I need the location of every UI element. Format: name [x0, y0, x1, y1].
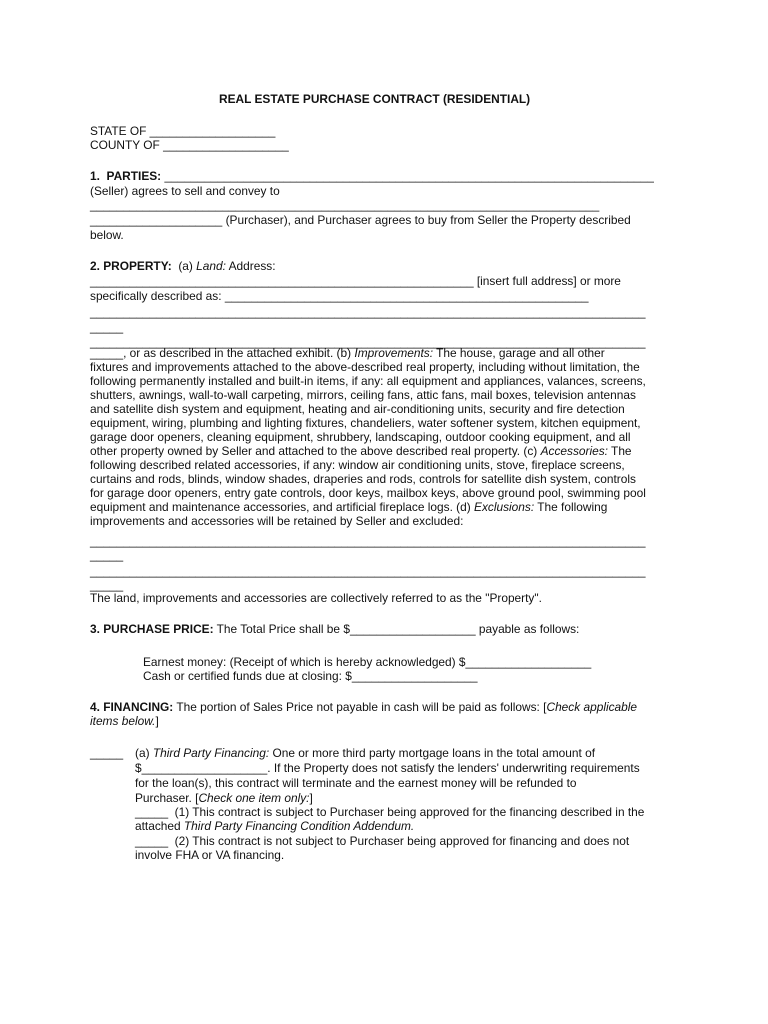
items-below-line	[90, 714, 159, 729]
accessories-text-1: following described related accessories, if any: window air conditioning units, stove, fireplace screens,	[90, 458, 625, 472]
specifically-line: specifically described as: _______________________________________________________	[90, 289, 589, 303]
addendum-prefix: attached	[135, 819, 184, 833]
county-line: COUNTY OF ___________________	[90, 138, 289, 152]
property-heading: 2. PROPERTY:	[90, 259, 172, 273]
financing-option-2: _____ (2) This contract is not subject to Purchaser being approved for financing and does not	[135, 834, 630, 848]
price-line	[90, 622, 579, 637]
price-text: The Total Price shall be $___________________ payable as follows:	[213, 622, 580, 636]
improvements-text-2: following permanently installed and built-in items, if any: all equipment and appliances, valances, screens,	[90, 374, 646, 388]
accessories-text-3: for garage door openers, entry gate controls, door keys, mailbox keys, above ground pool, swimming pool	[90, 486, 646, 500]
exclusions-line	[90, 500, 607, 515]
improvements-line	[90, 346, 605, 361]
financing-text: The portion of Sales Price not payable in cash will be paid as follows: [	[173, 700, 547, 714]
check-one-suffix: ]	[309, 791, 313, 805]
description-line-3: ____________________________________________________________________________________	[90, 335, 646, 349]
third-party-label: Third Party Financing:	[152, 746, 270, 760]
parties-blank: __________________________________________________________________________	[161, 169, 654, 183]
financing-a-line-3: for the loan(s), this contract will terminate and the earnest money will be refunded to	[135, 776, 577, 790]
accessories-line	[90, 444, 632, 459]
below-line: below.	[90, 228, 124, 242]
financing-option-1: _____ (1) This contract is subject to Purchaser being approved for the financing described in the	[135, 805, 645, 819]
exclusions-blank-2: _____	[90, 548, 124, 562]
improvements-text-5: equipment, wiring, plumbing and lighting fixtures, chandeliers, water softener system, kitchen equipment,	[90, 416, 641, 430]
addendum-label: Third Party Financing Condition Addendum.	[183, 819, 415, 833]
property-heading-line	[90, 259, 276, 274]
financing-a-line-2: $___________________. If the Property does not satisfy the lenders' underwriting requirements	[135, 761, 640, 775]
financing-a-blank: _____	[90, 746, 124, 760]
financing-option-2b: involve FHA or VA financing.	[135, 848, 285, 862]
exclusions-blank-1: ____________________________________________________________________________________	[90, 534, 646, 548]
exclusions-blank-4: _____	[90, 578, 124, 592]
earnest-line: Earnest money: (Receipt of which is hereby acknowledged) $___________________	[143, 655, 592, 669]
financing-option-1b	[135, 819, 414, 834]
address-line: __________________________________________________________ [insert full address] or more	[90, 274, 621, 288]
exclusions-suffix: The following	[534, 500, 608, 514]
description-line-2: _____	[90, 320, 124, 334]
improvements-prefix: _____, or as described in the attached exhibit. (b)	[90, 346, 355, 360]
exclusions-blank-3: ____________________________________________________________________________________	[90, 564, 646, 578]
purchaser-line: ____________________ (Purchaser), and Purchaser agrees to buy from Seller the Property described	[90, 213, 631, 227]
check-applicable-label: Check applicable	[546, 700, 638, 714]
exclusions-text: improvements and accessories will be retained by Seller and excluded:	[90, 514, 464, 528]
financing-a-line	[135, 746, 595, 761]
page-title: REAL ESTATE PURCHASE CONTRACT (RESIDENTIAL)	[219, 92, 531, 106]
exclusions-label: Exclusions:	[474, 500, 535, 514]
improvements-text-6: garage door openers, cleaning equipment, shrubbery, landscaping, outdoor cooking equipment, and all	[90, 430, 631, 444]
land-suffix: Address:	[225, 259, 276, 273]
seller-line: (Seller) agrees to sell and convey to	[90, 184, 280, 198]
parties-section	[90, 169, 654, 184]
improvements-label: Improvements:	[354, 346, 434, 360]
items-below-label: items below.	[90, 714, 156, 728]
improvements-suffix: The house, garage and all other	[433, 346, 605, 360]
land-label: Land:	[196, 259, 226, 273]
price-heading: 3. PURCHASE PRICE:	[90, 622, 214, 636]
collective-line: The land, improvements and accessories are collectively referred to as the "Property".	[90, 591, 542, 605]
state-line: STATE OF ___________________	[90, 124, 276, 138]
accessories-suffix: The	[607, 444, 632, 458]
improvements-text-4: and satellite dish system and equipment, heating and air-conditioning units, security and fire detection	[90, 402, 625, 416]
financing-line	[90, 700, 637, 715]
accessories-text-2: curtains and rods, blinds, window shades, draperies and rods, controls for satellite dish system, controls	[90, 472, 636, 486]
exclusions-prefix: equipment and maintenance accessories, and artificial fireplace logs. (d)	[90, 500, 475, 514]
improvements-text-1: fixtures and improvements attached to the above-described real property, including without limitation, the	[90, 360, 640, 374]
financing-heading: 4. FINANCING:	[90, 700, 174, 714]
financing-a-suffix: One or more third party mortgage loans in the total amount of	[269, 746, 595, 760]
parties-heading: 1. PARTIES:	[90, 169, 162, 183]
financing-a-line-4	[135, 791, 313, 806]
check-one-prefix: Purchaser. [	[135, 791, 199, 805]
bracket-close: ]	[155, 714, 159, 728]
check-one-label: Check one item only:	[198, 791, 310, 805]
cash-line: Cash or certified funds due at closing: $___________________	[143, 669, 478, 683]
description-line-1: ____________________________________________________________________________________	[90, 305, 646, 319]
financing-a-prefix: (a)	[135, 746, 153, 760]
accessories-label: Accessories:	[540, 444, 608, 458]
land-prefix: (a)	[171, 259, 197, 273]
parties-blank-line: _____________________________________________________________________________	[90, 198, 600, 212]
accessories-prefix: other property owned by Seller and attached to the above described real property. (c)	[90, 444, 541, 458]
improvements-text-3: shutters, awnings, wall-to-wall carpeting, mirrors, ceiling fans, attic fans, mail boxes, television antennas	[90, 388, 636, 402]
